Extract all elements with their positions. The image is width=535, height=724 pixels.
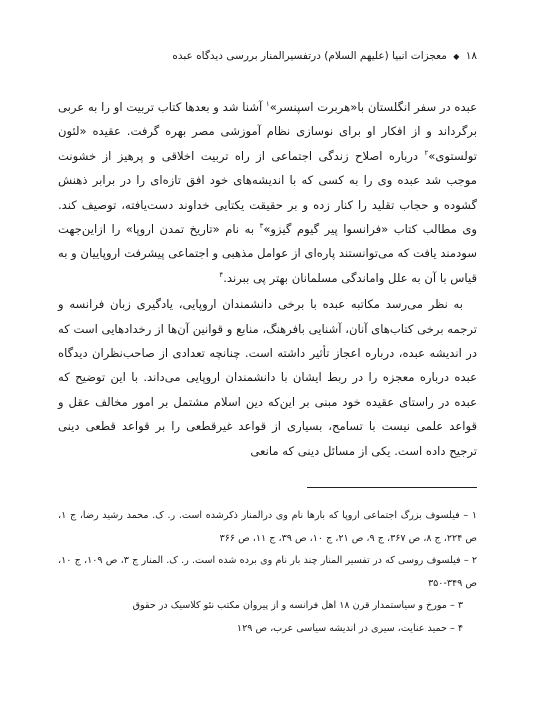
paragraph-1-part-d: به نام «تاریخ تمدن اروپا» را ازاین‌جهت سودمند یافت که می‌توانستند پاره‌ای از عوامل مذهبی و اجتماعی پیشرفت اروپاییان و به قیاس با آن به علل واماندگی مسلمانان بهتر پی ببرند. [58, 222, 477, 285]
footnote-ref-1[interactable]: ۱ [265, 100, 270, 109]
footnote-ref-2[interactable]: ۲ [424, 148, 429, 157]
footnote-2: ۲ – فیلسوف روسی که در تفسیر المنار چند بار نام وی برده شده است. ر. ک. المنار ج ۳، ص ۱۰۹، ج ۱۰، ص ۳۴۹-۳۵۰ [58, 555, 477, 589]
paragraph-1 [58, 95, 477, 290]
running-header [40, 49, 477, 64]
footnote-3: ۳ – مورخ و سیاستمدار قرن ۱۸ اهل فرانسه و از پیروان مکتب نئو کلاسیک در حقوق [132, 600, 463, 611]
paragraph-1-part-b: آشنا شد و بعدها کتاب تربیت او را به عربی برگرداند و از افکار او برای نوسازی نظام آموزشی مصر بهره گرفت. عقیده «لئون تولستوی» [58, 100, 477, 163]
running-title: معجزات انبیا (علیهم السلام) درتفسیرالمنار بررسی دیدگاه عبده [172, 50, 447, 62]
footnote-ref-4[interactable]: ۴ [219, 270, 224, 279]
footnote-divider [307, 487, 477, 488]
page-number: ۱۸ [465, 50, 477, 62]
paragraph-1-part-a: عبده در سفر انگلستان با«هربرت اسپنسر» [269, 100, 477, 114]
paragraph-1-part-c: درباره اصلاح زندگی اجتماعی از راه تربیت اخلاقی و پرهیز از خشونت موجب شد عبده وی را به کسی که با اندیشه‌های خود افق تازه‌ای را در برابر ذهنش گشوده و حجاب تقلید را کنار زده و بر حقیقت یکتایی خداوند دست‌یافته، توصیف کند. وی مطالب کتاب «فرانسوا پیر گیوم گیزو» [58, 148, 477, 237]
diamond-separator-icon: ◆ [453, 52, 460, 61]
footnote-ref-3[interactable]: ۳ [259, 222, 264, 231]
footnotes [58, 505, 477, 640]
footnote-1: ۱ – فیلسوف بزرگ اجتماعی اروپا که بارها نام وی درالمنار ذکرشده است. ر. ک. محمد رشید رضا، ج ۱، ص ۲۲۴، ج ۸، ص ۳۶۷، ج ۹، ص ۲۱، ج ۱۰، ص ۳۹، ج ۱۱، ص ۳۶۶ [58, 510, 477, 544]
body-text [58, 95, 477, 463]
paragraph-2: به نظر می‌رسد مکاتبه عبده با برخی دانشمندان اروپایی، یادگیری زبان فرانسه و ترجمه برخی کتاب‌های آنان، آشنایی بافرهنگ، منابع و قوانین آن‌ها از رخدادهایی است که در اندیشه عبده، درباره اعجاز تأثیر داشته است. چنانچه تعدادی از صاحب‌نظران دیدگاه عبده درباره معجزه را در ربط ایشان با دانشمندان اروپایی می‌داند. با این توضیح که عبده در راستای عقیده خود مبنی بر این‌که دین اسلام مشتمل بر امور مخالف عقل و قواعد علمی نیست با تسامح، بسیاری از قواعد غیرقطعی را بر قواعد قطعی دینی ترجیح داده است. یکی از مسائل دینی که مانعی [58, 297, 477, 458]
footnote-4: ۴ – حمید عنایت، سیری در اندیشه سیاسی عرب، ص ۱۲۹ [236, 622, 463, 634]
